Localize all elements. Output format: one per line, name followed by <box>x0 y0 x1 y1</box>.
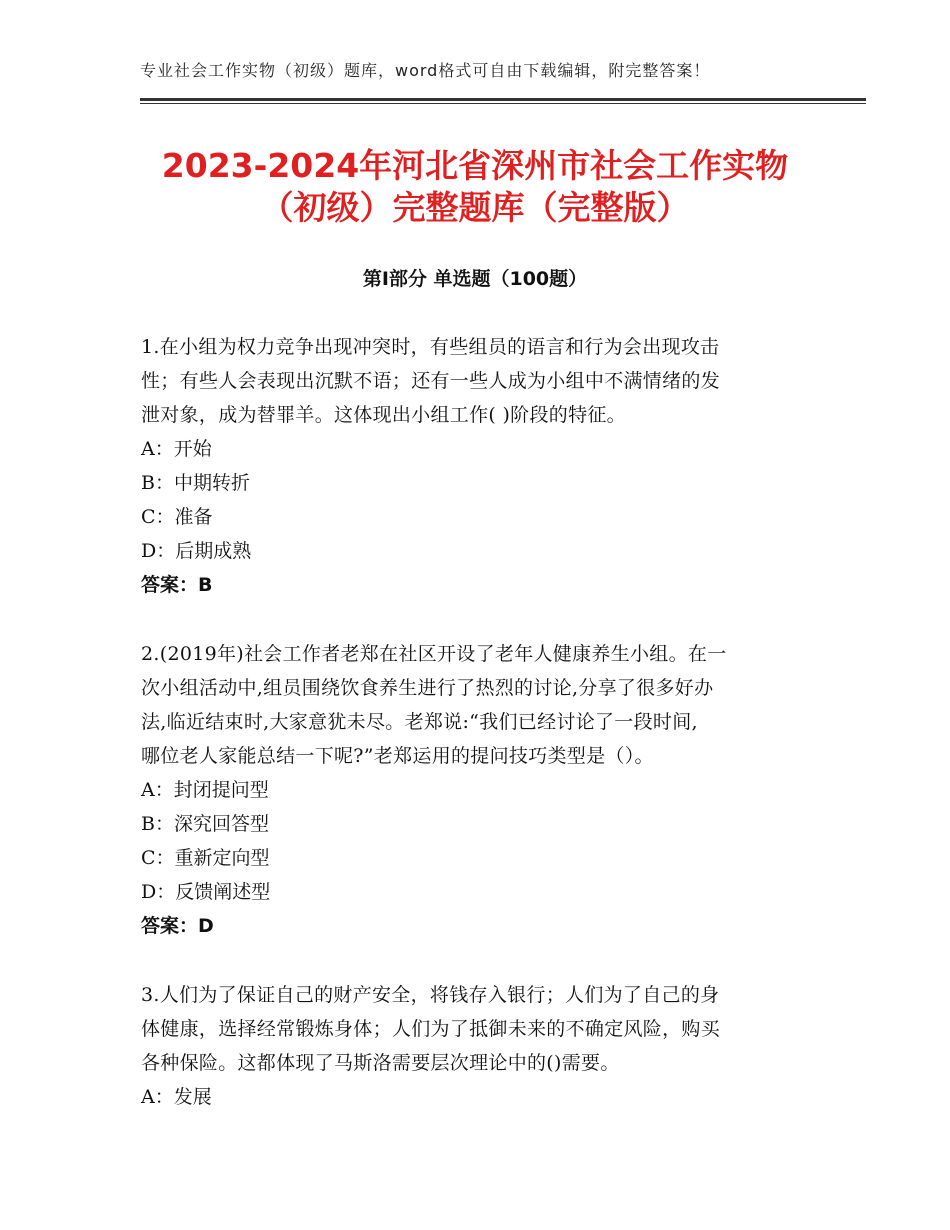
header-rule-thick <box>140 98 866 101</box>
option-b: B：深究回答型 <box>141 813 269 835</box>
question-2 <box>141 637 801 943</box>
option-a: A：发展 <box>141 1086 212 1108</box>
document-title-line-1: 2023-2024年河北省深州市社会工作实物 <box>161 146 789 185</box>
answer-label: 答案： <box>141 915 199 937</box>
answer-label: 答案： <box>141 574 199 596</box>
answer-line <box>141 568 801 602</box>
answer-line <box>141 909 801 943</box>
question-stem-line: 1.在小组为权力竞争出现冲突时，有些组员的语言和行为会出现攻击 <box>141 336 720 358</box>
document-title-line-2: （初级）完整题库（完整版） <box>260 188 690 227</box>
question-1 <box>141 330 801 602</box>
option-d: D：后期成熟 <box>141 540 252 562</box>
section-heading: 第Ⅰ部分 单选题（100题） <box>362 268 588 290</box>
option-b: B：中期转折 <box>141 472 250 494</box>
answer-value: D <box>198 915 214 937</box>
option-a: A：开始 <box>141 438 212 460</box>
question-stem-line: 各种保险。这都体现了马斯洛需要层次理论中的()需要。 <box>141 1052 620 1074</box>
question-stem-line: 泄对象，成为替罪羊。这体现出小组工作( )阶段的特征。 <box>141 404 626 426</box>
option-c: C：重新定向型 <box>141 847 270 869</box>
question-stem-line: 性；有些人会表现出沉默不语；还有一些人成为小组中不满情绪的发 <box>141 370 721 392</box>
question-stem-line: 体健康，选择经常锻炼身体；人们为了抵御未来的不确定风险，购买 <box>141 1018 721 1040</box>
answer-value: B <box>198 574 213 596</box>
option-d: D：反馈阐述型 <box>141 881 271 903</box>
question-3 <box>141 978 801 1114</box>
document-title <box>100 145 850 229</box>
option-c: C：准备 <box>141 506 213 528</box>
question-stem-line: 法,临近结束时,大家意犹未尽。老郑说:“我们已经讨论了一段时间, <box>141 711 698 733</box>
question-stem-line: 3.人们为了保证自己的财产安全，将钱存入银行；人们为了自己的身 <box>141 984 720 1006</box>
header-rule-thin <box>140 103 866 104</box>
question-stem-line: 哪位老人家能总结一下呢?”老郑运用的提问技巧类型是（）。 <box>141 745 654 767</box>
question-stem-line: 次小组活动中,组员围绕饮食养生进行了热烈的讨论,分享了很多好办 <box>141 677 714 699</box>
question-stem-line: 2.(2019年)社会工作者老郑在社区开设了老年人健康养生小组。在一 <box>141 643 727 665</box>
page-header: 专业社会工作实物（初级）题库，word格式可自由下载编辑，附完整答案！ <box>140 61 711 80</box>
option-a: A：封闭提问型 <box>141 779 269 801</box>
